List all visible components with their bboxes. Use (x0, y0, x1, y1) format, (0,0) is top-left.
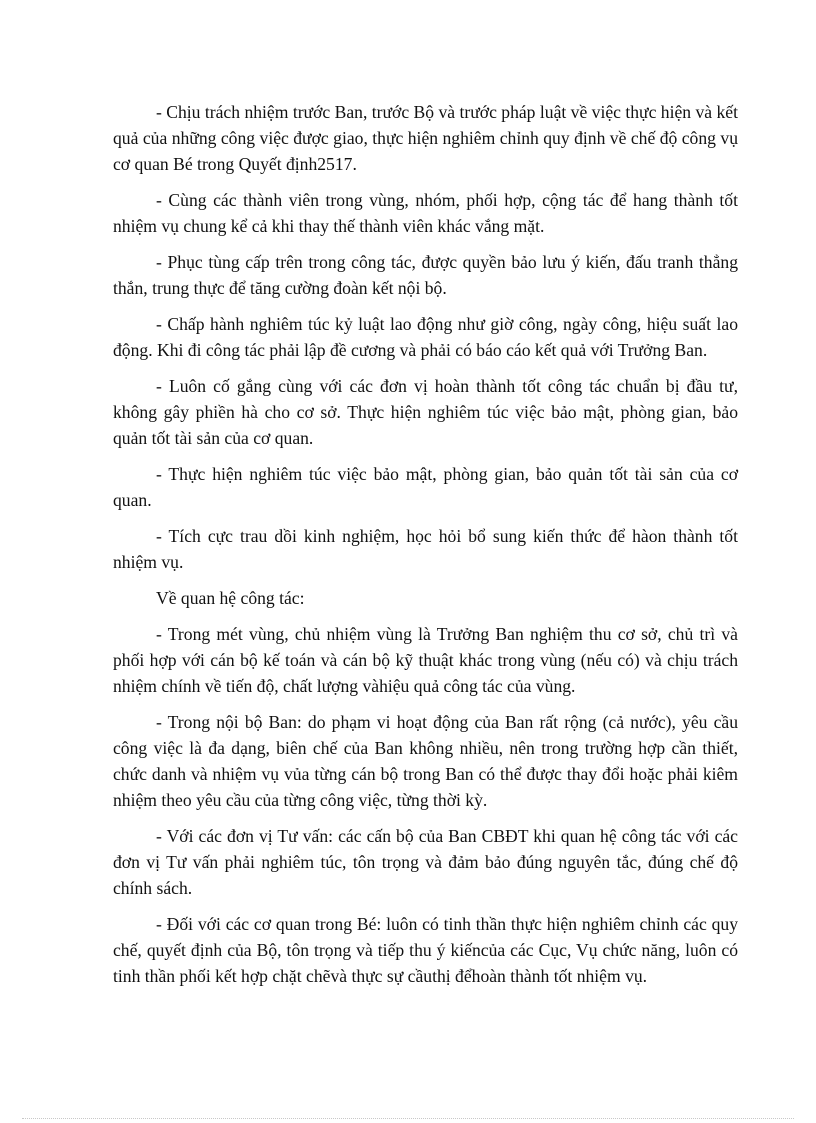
paragraph-investment-preparation: - Luôn cố gắng cùng với các đơn vị hoàn thành tốt công tác chuẩn bị đầu tư, không gây phiền hà cho cơ sở. Thực hiện nghiêm túc việc bảo mật, phòng gian, bảo quản tốt tài sản của cơ quan. (113, 376, 738, 448)
document-body (113, 99, 738, 999)
paragraph-ministry-agencies: - Đối với các cơ quan trong Bé: luôn có tinh thần thực hiện nghiêm chỉnh các quy chế, quyết định của Bộ, tôn trọng và tiếp thu ý kiếncủa các Cục, Vụ chức năng, luôn có tinh thần phối kết hợp chặt chẽvà thực sự cầuthị đểhoàn thành tốt nhiệm vụ. (113, 914, 738, 986)
paragraph-cooperation: - Cùng các thành viên trong vùng, nhóm, phối hợp, cộng tác để hang thành tốt nhiệm vụ chung kể cả khi thay thế thành viên khác vắng mặt. (113, 190, 738, 236)
paragraph-security: - Thực hiện nghiêm túc việc bảo mật, phòng gian, bảo quản tốt tài sản của cơ quan. (113, 464, 738, 510)
paragraph-within-region: - Trong mét vùng, chủ nhiệm vùng là Trưởng Ban nghiệm thu cơ sở, chủ trì và phối hợp với cán bộ kế toán và cán bộ kỹ thuật khác trong vùng (nếu có) và chịu trách nhiệm chính về tiến độ, chất lượng vàhiệu quả công tác của vùng. (113, 624, 738, 696)
paragraph-internal-board: - Trong nội bộ Ban: do phạm vi hoạt động của Ban rất rộng (cả nước), yêu cầu công việc là đa dạng, biên chế của Ban không nhiều, nên trong trường hợp cần thiết, chức danh và nhiệm vụ vủa từng cán bộ trong Ban có thể được thay đổi hoặc phải kiêm nhiệm theo yêu cầu của từng công việc, từng thời kỳ. (113, 712, 738, 810)
paragraph-obedience: - Phục tùng cấp trên trong công tác, được quyền bảo lưu ý kiến, đấu tranh thẳng thắn, trung thực để tăng cường đoàn kết nội bộ. (113, 252, 738, 298)
section-heading-work-relations: Về quan hệ công tác: (156, 588, 305, 608)
page-bottom-divider (22, 1118, 794, 1119)
paragraph-discipline: - Chấp hành nghiêm túc kỷ luật lao động như giờ công, ngày công, hiệu suất lao động. Khi đi công tác phải lập đề cương và phải có báo cáo kết quả với Trưởng Ban. (113, 314, 738, 360)
paragraph-responsibility: - Chịu trách nhiệm trước Ban, trước Bộ và trước pháp luật về việc thực hiện và kết quả của những công việc được giao, thực hiện nghiêm chỉnh quy định về chế độ công vụ cơ quan Bé trong Quyết định2517. (113, 102, 738, 174)
paragraph-learning: - Tích cực trau dồi kinh nghiệm, học hỏi bổ sung kiến thức để hàon thành tốt nhiệm vụ. (113, 526, 738, 572)
paragraph-consulting-units: - Với các đơn vị Tư vấn: các cấn bộ của Ban CBĐT khi quan hệ công tác với các đơn vị Tư vấn phải nghiêm túc, tôn trọng và đảm bảo đúng nguyên tắc, đúng chế độ chính sách. (113, 826, 738, 898)
